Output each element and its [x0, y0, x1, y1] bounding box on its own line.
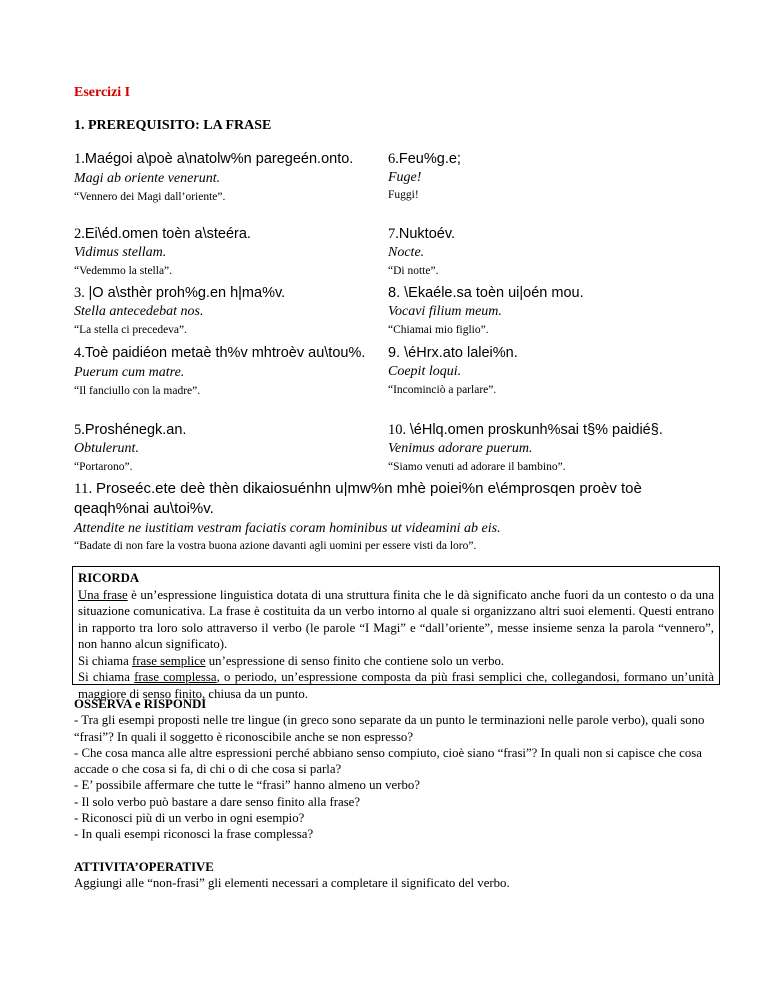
translation-text: “Siamo venuti ad adorare il bambino”. — [388, 461, 566, 473]
example-2 — [74, 225, 374, 279]
greek-text: Nuktoév. — [398, 226, 456, 242]
example-3 — [74, 284, 374, 338]
translation-text: “Il fanciullo con la madre”. — [74, 385, 201, 397]
example-number: 2. — [74, 226, 85, 242]
translation-text: “Incominciò a parlare”. — [388, 384, 497, 396]
example-number: 3. — [74, 285, 89, 301]
term-frase-complessa: frase complessa — [134, 670, 217, 684]
greek-text: Proshénegk.an. — [84, 422, 187, 438]
latin-text: Magi ab oriente venerunt. — [74, 171, 221, 186]
attivita-section — [74, 859, 714, 892]
example-5 — [74, 421, 374, 475]
question-item: - Il solo verbo può bastare a dare senso finito alla frase? — [74, 794, 361, 809]
greek-text: \Ekaéle.sa toèn ui|oén mou. — [404, 285, 584, 301]
example-9 — [388, 344, 698, 398]
question-item: - E’ possibile affermare che tutte le “frasi” hanno almeno un verbo? — [74, 778, 420, 793]
latin-text: Obtulerunt. — [74, 441, 139, 456]
greek-text: Maégoi a\poè a\natolw%n paregeén.onto. — [84, 151, 354, 167]
ricorda-pre-2: Si chiama — [78, 653, 133, 668]
example-1 — [74, 150, 374, 205]
greek-text: \éHrx.ato lalei%n. — [404, 345, 518, 361]
question-item: - Riconosci più di un verbo in ogni esempio? — [74, 811, 305, 826]
ricorda-box — [72, 566, 720, 701]
translation-text: “Portarono”. — [74, 461, 133, 473]
greek-text: Feu%g.e; — [398, 151, 461, 167]
term-frase-semplice: frase semplice — [132, 653, 206, 668]
translation-text: “Vennero dei Magi dall’oriente”. — [74, 191, 226, 203]
question-item: - In quali esempi riconosci la frase complessa? — [74, 827, 314, 842]
ricorda-title: RICORDA — [78, 571, 140, 585]
latin-text: Puerum cum matre. — [74, 365, 185, 380]
translation-text: “La stella ci precedeva”. — [74, 324, 188, 336]
example-number: 4. — [74, 345, 85, 361]
translation-text: “Chiamai mio figlio”. — [388, 324, 489, 336]
attivita-text: Aggiungi alle “non-frasi” gli elementi necessari a completare il significato del verbo. — [74, 876, 510, 891]
latin-text: Vocavi filium meum. — [388, 304, 502, 319]
example-number: 7. — [388, 226, 399, 242]
latin-text: Fuge! — [388, 170, 422, 185]
example-number: 1. — [74, 151, 85, 167]
translation-text: “Badate di non fare la vostra buona azione davanti agli uomini per essere visti da loro”. — [74, 540, 477, 552]
latin-text: Nocte. — [388, 245, 425, 260]
ricorda-text-2: un’espressione di senso finito che contiene solo un verbo. — [205, 653, 505, 668]
translation-text: Fuggi! — [388, 189, 419, 201]
question-item: - Tra gli esempi proposti nelle tre lingue (in greco sono separate da un punto le terminazioni nelle parole verbo), quali sono “frasi”? In quali il soggetto è riconoscibile anche se non espresso? — [74, 713, 705, 744]
greek-text: Ei\éd.omen toèn a\steéra. — [84, 226, 251, 242]
exercise-heading: Esercizi I — [74, 85, 131, 100]
example-number: 5. — [74, 422, 85, 438]
example-11 — [74, 479, 714, 554]
translation-text: “Di notte”. — [388, 265, 439, 277]
greek-text: |O a\sthèr proh%g.en h|ma%v. — [88, 285, 286, 301]
osserva-section — [74, 696, 714, 843]
ricorda-text-3: , o periodo, un’espressione composta da più frasi semplici che, collegandosi, formano un’unità maggiore di senso finito, chiusa da un punto. — [78, 670, 714, 701]
term-frase: Una frase — [78, 587, 128, 602]
ricorda-pre-3: Si chiama — [78, 670, 135, 684]
ricorda-paragraph-1 — [78, 587, 714, 653]
latin-text: Stella antecedebat nos. — [74, 304, 204, 319]
example-8 — [388, 284, 708, 338]
example-number: 6. — [388, 151, 399, 167]
ricorda-paragraph-2 — [78, 653, 714, 670]
example-10 — [388, 421, 718, 475]
greek-text: Proseéc.ete deè thèn dikaiosuénhn u|mw%n mhè poiei%n e\émprosqen proèv toè qeaqh%nai au\toi%v. — [74, 480, 642, 517]
example-4 — [74, 344, 374, 399]
translation-text: “Vedemmo la stella”. — [74, 265, 173, 277]
latin-text: Venimus adorare puerum. — [388, 441, 533, 456]
latin-text: Vidimus stellam. — [74, 245, 167, 260]
example-6 — [388, 150, 698, 203]
example-number: 10. — [388, 422, 410, 438]
ricorda-text-1: è un’espressione linguistica dotata di una struttura finita che le dà significato anche fuori da un contesto o da una situazione comunicativa. La frase è costituita da un verbo intorno al quale si organizzano altri suoi elementi. Questi entrano in rapporto tra loro solo attraverso il verbo (le parole “I Magi” e “dall’oriente”, messe insieme senza la parola “vennero”, non hanno alcun significato). — [78, 587, 714, 651]
latin-text: Attendite ne iustitiam vestram faciatis coram hominibus ut videamini ab eis. — [74, 521, 501, 536]
example-number: 11. — [74, 481, 96, 497]
osserva-title: OSSERVA e RISPONDI — [74, 697, 207, 711]
example-7 — [388, 225, 698, 279]
example-number: 9. — [388, 345, 405, 361]
greek-text: \éHlq.omen proskunh%sai t§% paidié§. — [409, 422, 663, 438]
attivita-title: ATTIVITA’OPERATIVE — [74, 860, 214, 874]
example-number: 8. — [388, 285, 405, 301]
section-title: 1. PREREQUISITO: LA FRASE — [74, 118, 272, 133]
question-item: - Che cosa manca alle altre espressioni perché abbiano senso compiuto, cioè siano “frasi”? In quali non si capisce che cosa accade o che cosa si fa, di chi o di che cosa si parla? — [74, 745, 702, 777]
latin-text: Coepit loqui. — [388, 364, 462, 379]
greek-text: Toè paidiéon metaè th%v mhtroèv au\tou%. — [84, 345, 366, 361]
